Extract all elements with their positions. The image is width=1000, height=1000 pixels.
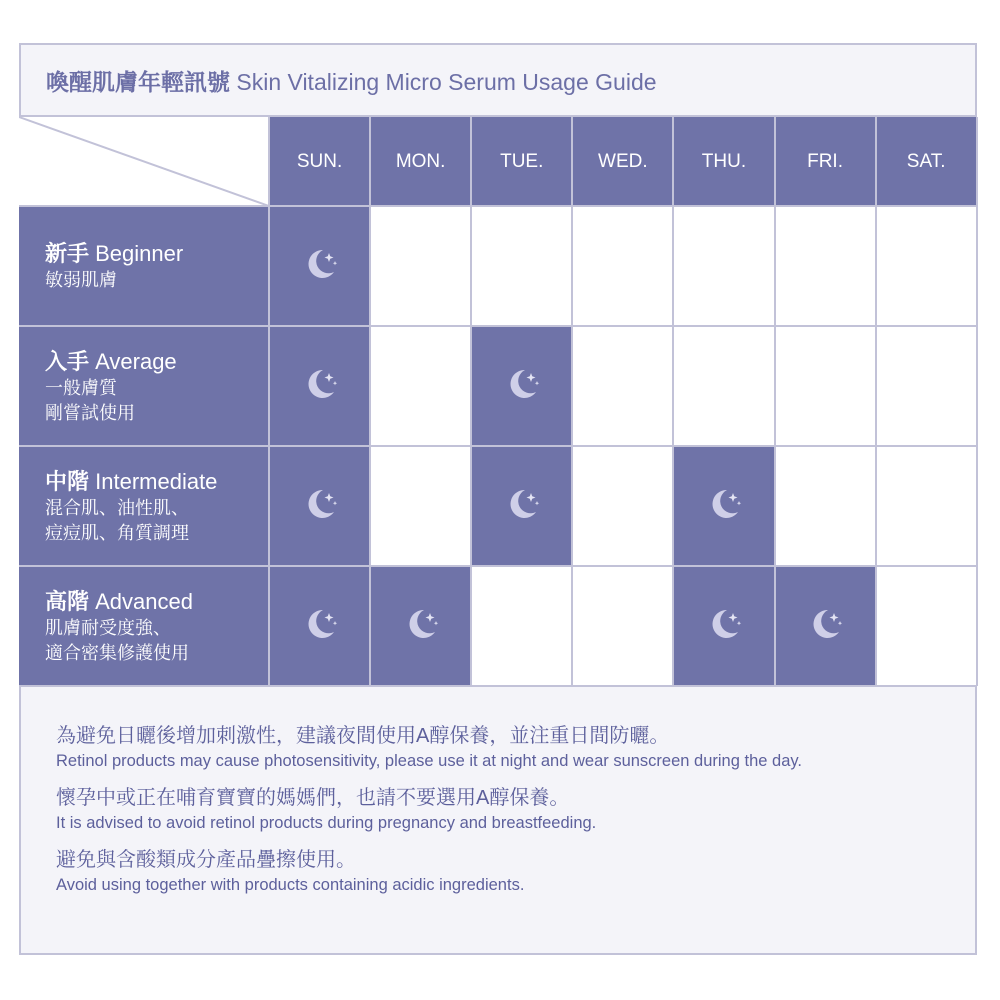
note-zh: 為避免日曬後增加刺激性，建議夜間使用A醇保養，並注重日間防曬。: [56, 725, 670, 747]
level-title-en: Intermediate: [95, 468, 218, 494]
grid-line-vertical: [875, 117, 877, 686]
usage-schedule-table: [19, 115, 977, 683]
schedule-cell-empty: [572, 326, 673, 446]
note-item: [56, 722, 802, 772]
schedule-cell-active: [673, 446, 774, 566]
note-en: It is advised to avoid retinol products during pregnancy and breastfeeding.: [56, 814, 597, 832]
level-label: [19, 566, 269, 686]
grid-line-horizontal: [19, 685, 977, 687]
moon-stars-icon: [502, 484, 542, 529]
schedule-cell-empty: [876, 446, 977, 566]
moon-stars-icon: [502, 364, 542, 409]
level-description: 敏弱肌膚: [45, 270, 117, 290]
moon-stars-icon: [300, 484, 340, 529]
schedule-cell-empty: [775, 326, 876, 446]
level-title: [45, 239, 269, 268]
level-title-en: Average: [95, 348, 177, 374]
schedule-cell-empty: [876, 206, 977, 326]
level-title-zh: 入手: [45, 348, 96, 374]
day-header: THU.: [673, 117, 774, 206]
note-zh: 避免與含酸類成分產品疊擦使用。: [56, 849, 356, 871]
day-header: TUE.: [471, 117, 572, 206]
grid-line-vertical: [268, 117, 270, 686]
level-title: [45, 587, 269, 616]
note-en: Avoid using together with products containing acidic ingredients.: [56, 876, 525, 894]
grid-line-horizontal: [19, 565, 977, 567]
schedule-cell-empty: [572, 206, 673, 326]
grid-line-vertical: [470, 117, 472, 686]
schedule-cell-active: [269, 446, 370, 566]
level-label: [19, 206, 269, 326]
schedule-cell-empty: [876, 326, 977, 446]
level-label: [19, 446, 269, 566]
schedule-cell-empty: [471, 206, 572, 326]
level-description: 剛嘗試使用: [45, 402, 135, 423]
schedule-cell-active: [775, 566, 876, 686]
level-description: 痘痘肌、角質調理: [45, 522, 189, 543]
level-label: [19, 326, 269, 446]
grid-line-vertical: [672, 117, 674, 686]
note-en: Retinol products may cause photosensitivity, please use it at night and wear sunscreen during the day.: [56, 752, 802, 770]
level-description: 適合密集修護使用: [45, 642, 189, 663]
moon-stars-icon: [704, 484, 744, 529]
schedule-cell-empty: [471, 566, 572, 686]
moon-stars-icon: [805, 604, 845, 649]
moon-stars-icon: [704, 604, 744, 649]
level-title-zh: 高階: [45, 588, 96, 614]
schedule-cell-empty: [370, 206, 471, 326]
level-title-en: Advanced: [95, 588, 193, 614]
day-header: SAT.: [876, 117, 977, 206]
schedule-cell-empty: [572, 446, 673, 566]
schedule-cell-empty: [673, 326, 774, 446]
level-description: 肌膚耐受度強、: [45, 617, 171, 638]
level-title-zh: 新手: [45, 241, 96, 266]
level-description: 混合肌、油性肌、: [45, 497, 189, 518]
day-header: SUN.: [269, 117, 370, 206]
corner-diagonal: [19, 117, 269, 206]
grid-line-vertical: [976, 117, 978, 686]
day-header: WED.: [572, 117, 673, 206]
moon-stars-icon: [300, 244, 340, 289]
schedule-cell-active: [673, 566, 774, 686]
grid-line-horizontal: [19, 205, 977, 207]
day-header: MON.: [370, 117, 471, 206]
note-item: [56, 784, 802, 834]
title-en: Skin Vitalizing Micro Serum Usage Guide: [236, 69, 657, 95]
schedule-cell-empty: [572, 566, 673, 686]
schedule-cell-active: [471, 446, 572, 566]
grid-line-horizontal: [19, 325, 977, 327]
schedule-cell-empty: [775, 446, 876, 566]
schedule-cell-empty: [775, 206, 876, 326]
level-title-zh: 中階: [45, 468, 96, 494]
grid-line-vertical: [774, 117, 776, 686]
day-header: FRI.: [775, 117, 876, 206]
grid-line-horizontal: [19, 445, 977, 447]
moon-stars-icon: [300, 604, 340, 649]
title-zh: 喚醒肌膚年輕訊號: [46, 69, 230, 95]
grid-line-vertical: [571, 117, 573, 686]
level-title: [45, 467, 269, 496]
note-zh: 懷孕中或正在哺育寶寶的媽媽們，也請不要選用A醇保養。: [56, 787, 570, 809]
moon-stars-icon: [401, 604, 441, 649]
notes-section: [56, 722, 802, 908]
table-corner-cell: [19, 117, 269, 206]
schedule-cell-active: [269, 566, 370, 686]
moon-stars-icon: [300, 364, 340, 409]
schedule-cell-active: [269, 206, 370, 326]
level-title-en: Beginner: [95, 241, 184, 266]
schedule-cell-empty: [370, 446, 471, 566]
level-description: 一般膚質: [45, 377, 117, 398]
grid-line-vertical: [369, 117, 371, 686]
schedule-cell-empty: [370, 326, 471, 446]
schedule-cell-empty: [876, 566, 977, 686]
schedule-cell-empty: [673, 206, 774, 326]
page-title: [46, 64, 657, 97]
level-title: [45, 347, 269, 376]
schedule-cell-active: [269, 326, 370, 446]
schedule-cell-active: [471, 326, 572, 446]
schedule-cell-active: [370, 566, 471, 686]
note-item: [56, 846, 802, 896]
